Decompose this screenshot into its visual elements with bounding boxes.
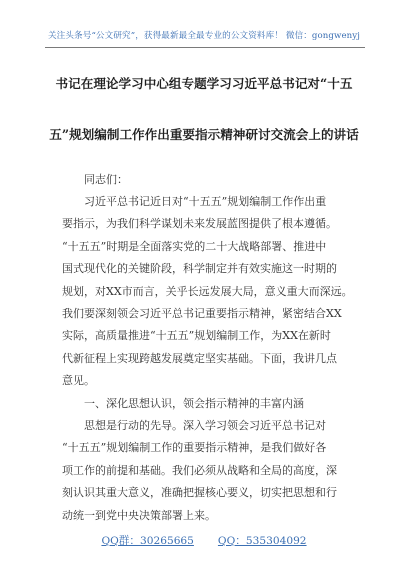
promo-banner: 关注头条号“公文研究”，获得最新最全最专业的公文资料库！ 微信：gongwenyj	[47, 31, 361, 41]
text-line: 项工作的前提和基础。我们必须从战略和全局的高度，深	[62, 463, 337, 477]
document-title-line-1: 书记在理论学习中心组专题学习习近平总书记对“十五	[55, 76, 353, 91]
qq-contact-link[interactable]: QQ：535304092	[217, 535, 307, 547]
section-1	[62, 393, 354, 415]
text-line: “十五五”时期是全面落实党的二十大战略部署、推进中	[62, 239, 327, 253]
text-line: 实际，高质量推进“十五五”规划编制工作，为XX在新时	[62, 329, 331, 343]
section-1-heading: 一、深化思想认识，领会指示精神的丰富内涵	[84, 397, 304, 410]
text-line: 规划，对XX市而言，关乎长远发展大局，意义重大而深远。	[62, 284, 353, 298]
document-title-line-2: 五”规划编制工作作出重要指示精神研讨交流会上的讲话	[49, 127, 359, 142]
text-line: 刻认识其重大意义，准确把握核心要义，切实把思想和行	[62, 486, 337, 500]
text-line: 代新征程上实现跨越发展奠定坚实基础。下面，我讲几点	[62, 351, 337, 365]
text-line: “十五五”规划编制工作的重要指示精神，是我们做好各	[62, 441, 327, 455]
text-line: 要指示，为我们科学谋划未来发展蓝图提供了根本遵循。	[62, 217, 337, 231]
paragraph-1	[62, 191, 354, 393]
text-line: 习近平总书记近日对“十五五”规划编制工作作出重	[84, 195, 327, 208]
qq-group-link[interactable]: QQ群：30265665	[101, 535, 194, 547]
contact-footer	[0, 533, 408, 548]
salutation	[62, 169, 354, 191]
text-line: 国式现代化的关键阶段，科学制定并有效实施这一时期的	[62, 262, 337, 276]
header-divider	[45, 47, 365, 48]
text-line: 动统一到党中央决策部署上来。	[62, 508, 216, 522]
paragraph-2	[62, 415, 354, 527]
text-line: 思想是行动的先导。深入学习领会习近平总书记对	[84, 419, 326, 432]
text-line: 我们要深刻领会习近平总书记重要指示精神，紧密结合XX	[62, 306, 342, 320]
text-line: 意见。	[62, 374, 95, 388]
salutation-text: 同志们：	[84, 173, 128, 186]
